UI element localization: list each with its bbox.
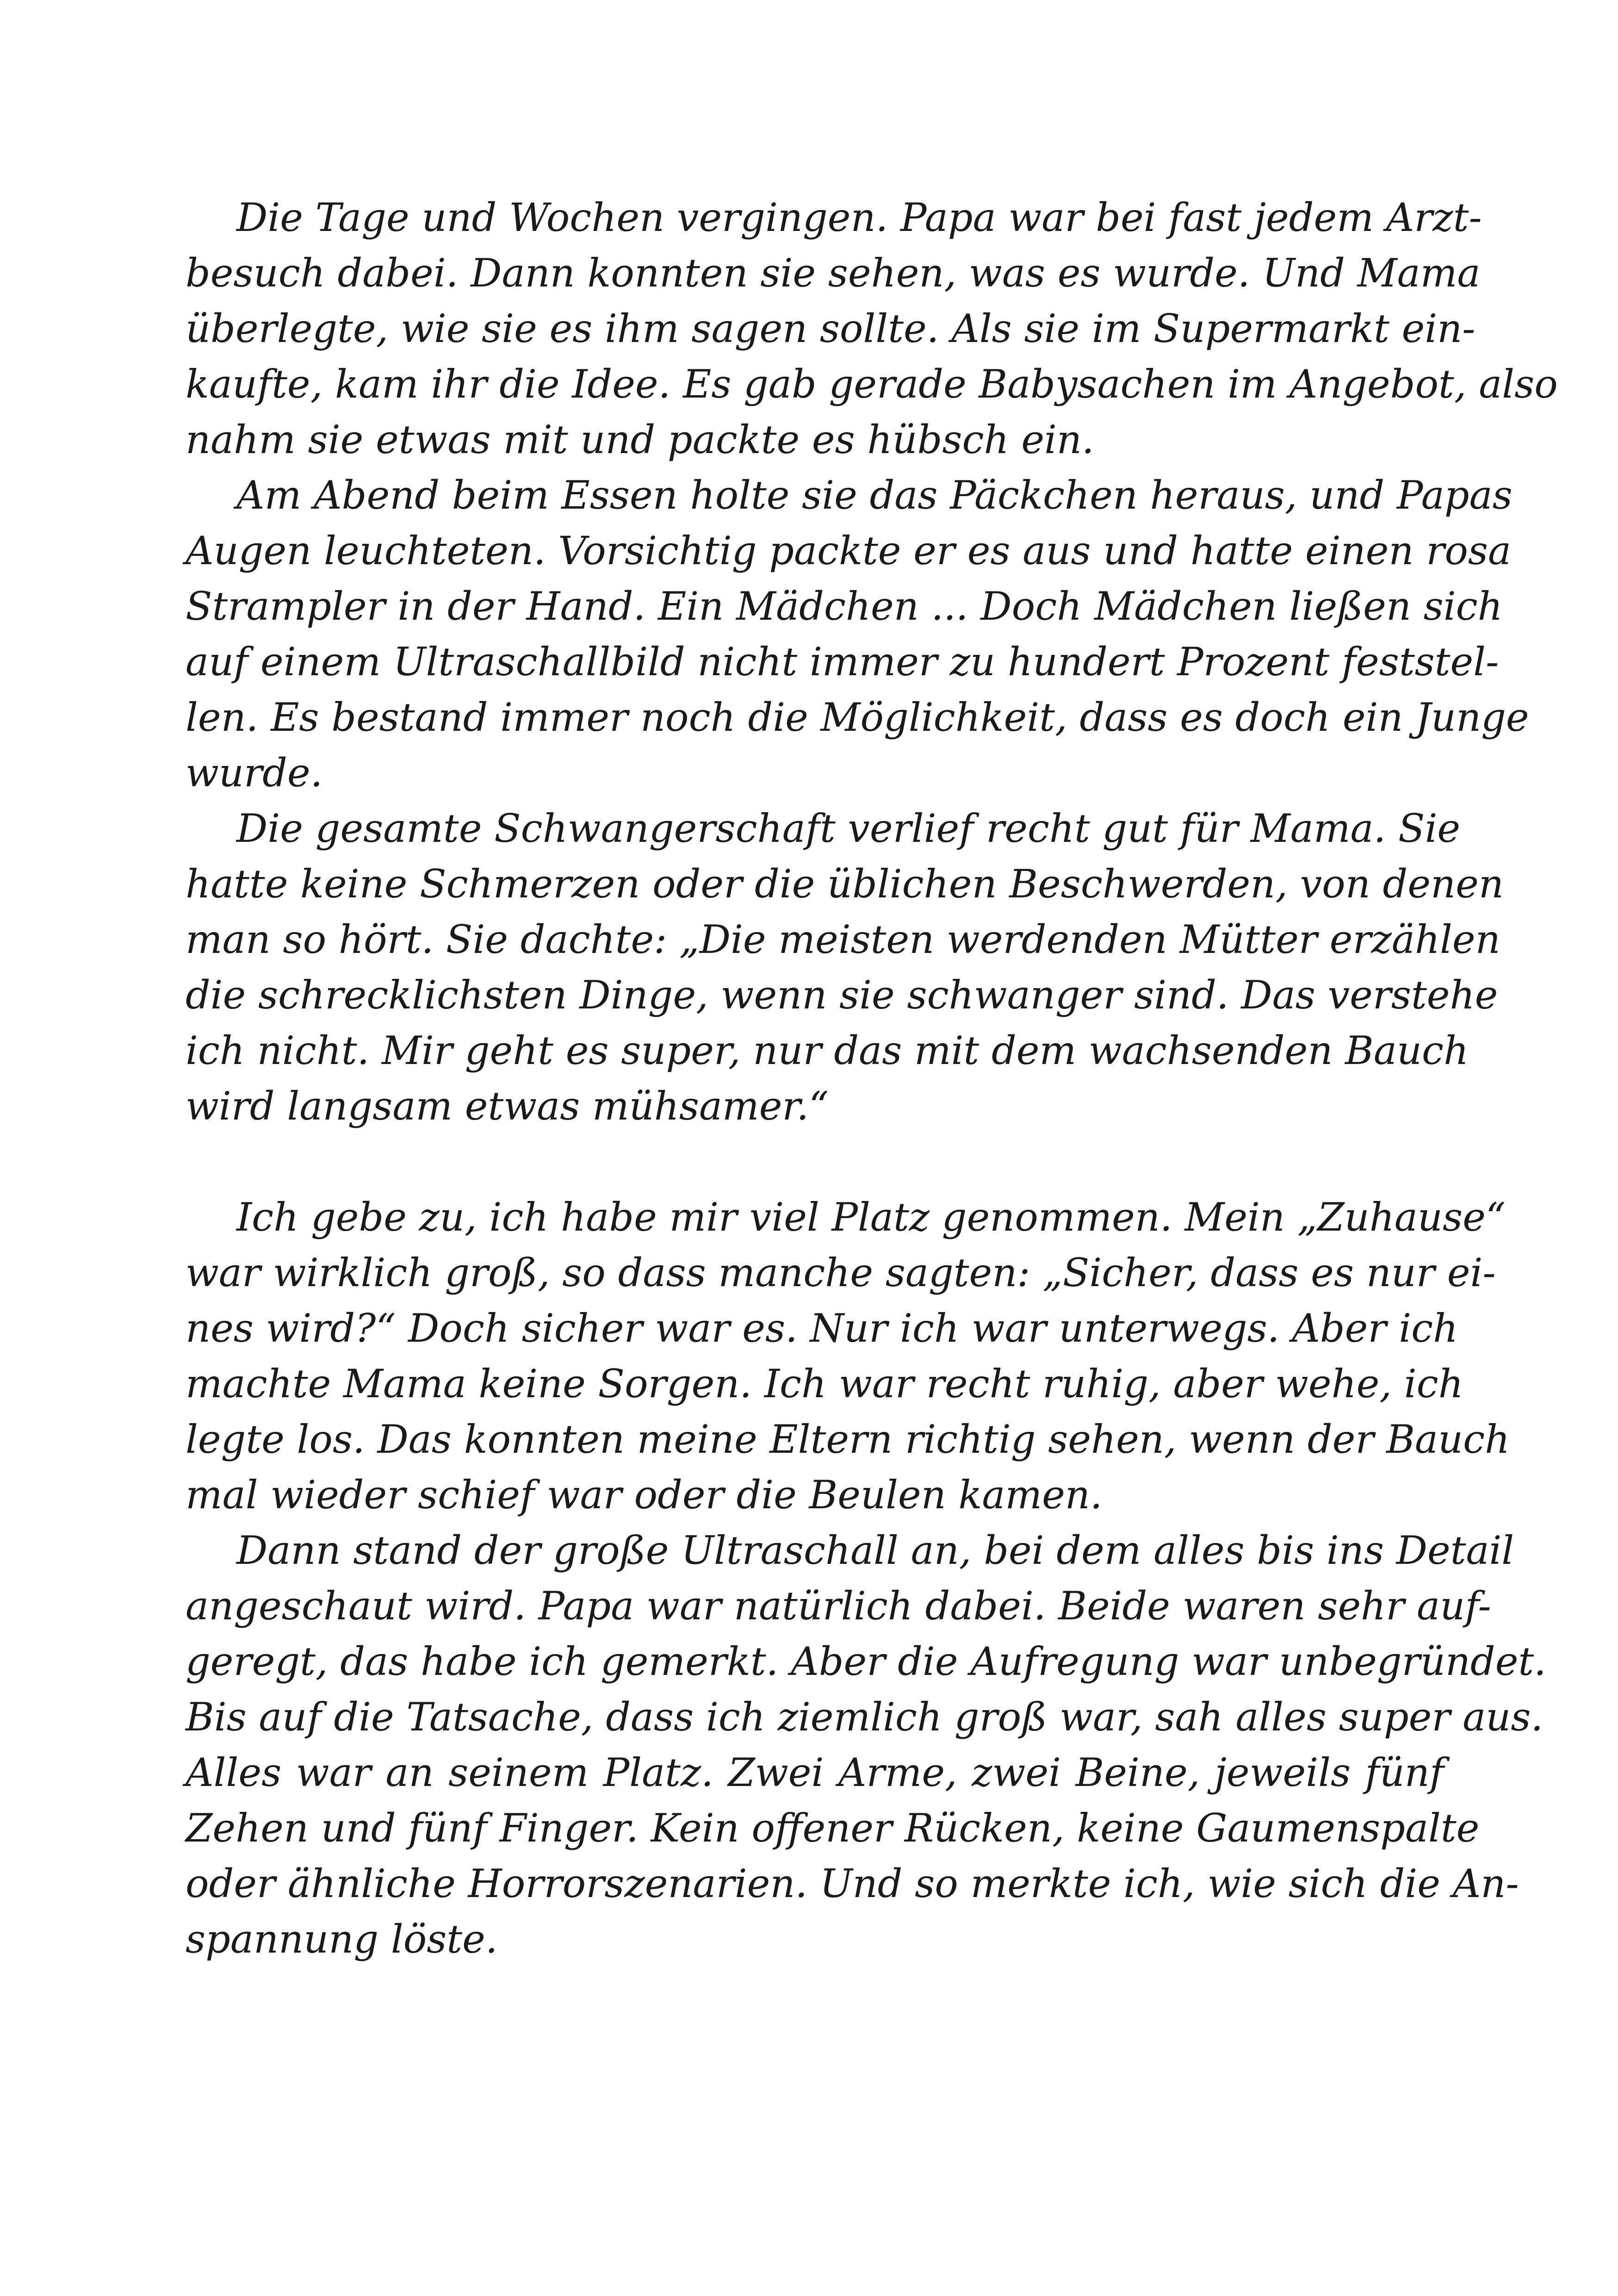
text-line: machte Mama keine Sorgen. Ich war recht ruhig, aber wehe, ich	[186, 1361, 1463, 1406]
text-line: nahm sie etwas mit und packte es hübsch ein.	[186, 417, 1094, 462]
text-line: Zehen und fünf Finger. Kein offener Rücken, keine Gaumenspalte	[186, 1805, 1480, 1851]
text-line: Am Abend beim Essen holte sie das Päckchen heraus, und Papas	[236, 473, 1513, 518]
text-line: oder ähnliche Horrorszenarien. Und so merkte ich, wie sich die An-	[186, 1861, 1519, 1906]
text-line: Bis auf die Tatsache, dass ich ziemlich groß war, sah alles super aus.	[186, 1694, 1544, 1740]
text-line: Ich gebe zu, ich habe mir viel Platz genommen. Mein „Zuhause“	[236, 1195, 1506, 1240]
text-line: legte los. Das konnten meine Eltern richtig sehen, wenn der Bauch	[186, 1417, 1510, 1462]
text-line: war wirklich groß, so dass manche sagten: „Sicher, dass es nur ei-	[186, 1250, 1496, 1295]
text-line: len. Es bestand immer noch die Möglichkeit, dass es doch ein Junge	[186, 695, 1529, 740]
text-line: überlegte, wie sie es ihm sagen sollte. Als sie im Supermarkt ein-	[186, 306, 1475, 351]
text-line: besuch dabei. Dann konnten sie sehen, was es wurde. Und Mama	[186, 250, 1481, 296]
text-line: geregt, das habe ich gemerkt. Aber die Aufregung war unbegründet.	[186, 1639, 1546, 1684]
text-line: Die Tage und Wochen vergingen. Papa war bei fast jedem Arzt-	[236, 195, 1482, 240]
text-line: kaufte, kam ihr die Idee. Es gab gerade Babysachen im Angebot, also	[186, 361, 1558, 407]
text-line: Dann stand der große Ultraschall an, bei dem alles bis ins Detail	[236, 1528, 1514, 1573]
text-line: auf einem Ultraschallbild nicht immer zu hundert Prozent feststel-	[186, 639, 1499, 684]
text-line: die schrecklichsten Dinge, wenn sie schwanger sind. Das verstehe	[186, 972, 1498, 1018]
text-line: Alles war an seinem Platz. Zwei Arme, zwei Beine, jeweils fünf	[186, 1750, 1444, 1795]
text-line: angeschaut wird. Papa war natürlich dabei. Beide waren sehr auf-	[186, 1583, 1491, 1629]
text-line: wurde.	[186, 750, 323, 796]
text-line: Die gesamte Schwangerschaft verlief recht gut für Mama. Sie	[236, 806, 1461, 851]
text-line: nes wird?“ Doch sicher war es. Nur ich war unterwegs. Aber ich	[186, 1306, 1458, 1351]
text-line: Strampler in der Hand. Ein Mädchen ... Doch Mädchen ließen sich	[186, 584, 1503, 629]
text-line: Augen leuchteten. Vorsichtig packte er es aus und hatte einen rosa	[186, 528, 1512, 573]
text-line: ich nicht. Mir geht es super, nur das mit dem wachsenden Bauch	[186, 1028, 1469, 1073]
text-line: hatte keine Schmerzen oder die üblichen Beschwerden, von denen	[186, 861, 1504, 907]
text-line: man so hört. Sie dachte: „Die meisten werdenden Mütter erzählen	[186, 917, 1500, 962]
text-line: mal wieder schief war oder die Beulen kamen.	[186, 1472, 1103, 1518]
text-line: wird langsam etwas mühsamer.“	[186, 1083, 829, 1129]
text-line: spannung löste.	[186, 1916, 498, 1962]
